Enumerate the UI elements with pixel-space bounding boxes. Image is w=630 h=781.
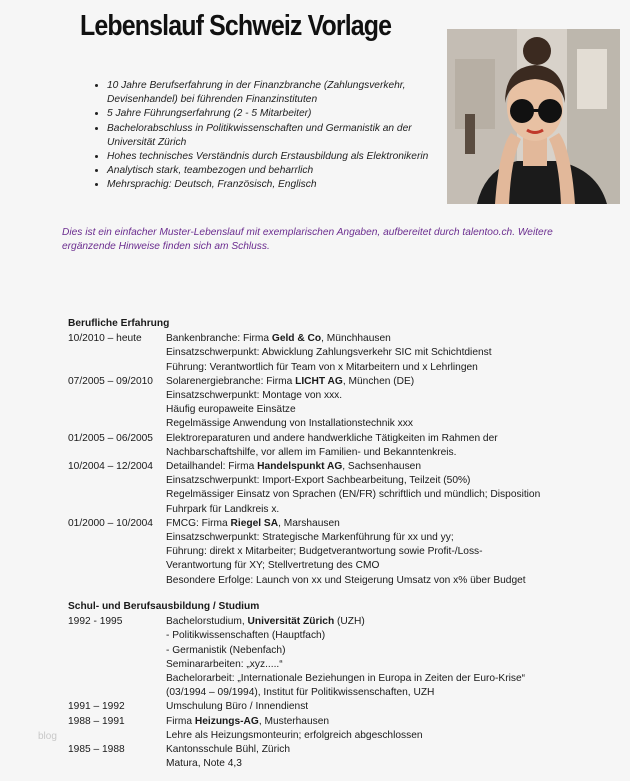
education-detail-line xyxy=(166,757,588,771)
experience-entry xyxy=(68,432,588,460)
education-detail-line xyxy=(166,700,588,714)
education-section xyxy=(68,600,588,771)
experience-period: 01/2000 – 10/2004 xyxy=(68,517,153,529)
detail-text: , Marshausen xyxy=(278,517,340,529)
detail-text: Führung: direkt x Mitarbeiter; Budgetverantwortung sowie Profit-/Loss- xyxy=(166,546,483,558)
experience-detail-line xyxy=(166,332,588,346)
highlight-item: • Mehrsprachig: Deutsch, Französisch, Englisch xyxy=(107,178,457,192)
detail-text: Lehre als Heizungsmonteurin; erfolgreich abgeschlossen xyxy=(166,729,423,741)
detail-text: Bachelorstudium, xyxy=(166,616,248,628)
education-detail-line xyxy=(166,672,588,686)
detail-text: , München (DE) xyxy=(342,375,415,387)
experience-detail-line xyxy=(166,361,588,375)
education-detail-line xyxy=(166,715,588,729)
experience-details xyxy=(166,375,588,432)
experience-detail-line xyxy=(166,517,588,531)
experience-detail-line xyxy=(166,403,588,417)
detail-text: Seminararbeiten: „xyz.....“ xyxy=(166,658,283,670)
intro-note: Dies ist ein einfacher Muster-Lebenslauf mit exemplarischen Angaben, aufbereitet durch talentoo.ch. Weitere ergänzende Hinweise finden sich am Schluss. xyxy=(62,227,553,253)
experience-detail-line xyxy=(166,417,588,431)
experience-detail-line xyxy=(166,488,588,502)
detail-text: (UZH) xyxy=(334,616,365,628)
detail-text: FMCG: Firma xyxy=(166,517,231,529)
education-detail-line xyxy=(166,743,588,757)
bold-text: Handelspunkt AG xyxy=(257,461,343,473)
education-entries xyxy=(68,615,588,771)
bold-text: Geld & Co xyxy=(271,333,322,345)
education-detail-line xyxy=(166,629,588,643)
experience-details xyxy=(166,460,588,517)
experience-detail-line xyxy=(166,574,588,588)
experience-details xyxy=(166,432,588,460)
bold-text: Universität Zürich xyxy=(247,616,335,628)
detail-text: , Musterhausen xyxy=(258,715,330,727)
experience-entry xyxy=(68,332,588,375)
education-period: 1992 - 1995 xyxy=(68,616,123,628)
experience-period: 10/2004 – 12/2004 xyxy=(68,461,153,473)
education-detail-line xyxy=(166,686,588,700)
education-title: Schul- und Berufsausbildung / Studium xyxy=(68,601,260,612)
education-details xyxy=(166,615,588,700)
detail-text: Fuhrpark für Landkreis x. xyxy=(166,503,280,515)
detail-text: Umschulung Büro / Innendienst xyxy=(166,701,309,713)
experience-detail-line xyxy=(166,503,588,517)
education-period: 1991 – 1992 xyxy=(68,701,125,713)
education-details xyxy=(166,743,588,771)
education-period: 1988 – 1991 xyxy=(68,715,125,727)
detail-text: , Sachsenhausen xyxy=(342,461,421,473)
detail-text: Detailhandel: Firma xyxy=(166,461,258,473)
experience-period: 01/2005 – 06/2005 xyxy=(68,432,153,444)
detail-text: Regelmässige Anwendung von Installationstechnik xxx xyxy=(166,418,413,430)
experience-details xyxy=(166,332,588,375)
education-detail-line xyxy=(166,644,588,658)
detail-text: Matura, Note 4,3 xyxy=(166,758,242,770)
experience-detail-line xyxy=(166,545,588,559)
detail-text: Besondere Erfolge: Launch von xx und Steigerung Umsatz von x% über Budget xyxy=(166,574,526,586)
experience-detail-line xyxy=(166,474,588,488)
detail-text: Nachbarschaftshilfe, vor allem im Familien- und Bekanntenkreis. xyxy=(166,446,457,458)
highlight-item: • Bachelorabschluss in Politikwissenschaften und Germanistik an der Universität Zürich xyxy=(107,122,457,150)
watermark-text: blog xyxy=(38,731,57,742)
experience-detail-line xyxy=(166,432,588,446)
detail-text: Einsatzschwerpunkt: Abwicklung Zahlungsverkehr SIC mit Schichtdienst xyxy=(166,347,492,359)
experience-entry xyxy=(68,375,588,432)
education-details xyxy=(166,715,588,743)
highlights-list xyxy=(88,79,457,193)
experience-detail-line xyxy=(166,531,588,545)
experience-detail-line xyxy=(166,460,588,474)
experience-detail-line xyxy=(166,346,588,360)
experience-detail-line xyxy=(166,559,588,573)
detail-text: , Münchhausen xyxy=(321,333,391,345)
detail-text: Bachelorarbeit: „Internationale Beziehungen in Europa in Zeiten der Euro-Krise“ xyxy=(166,673,526,685)
page-title: Lebenslauf Schweiz Vorlage xyxy=(80,10,392,42)
highlight-item: • Hohes technisches Verständnis durch Erstausbildung als Elektronikerin xyxy=(107,150,457,164)
education-period: 1985 – 1988 xyxy=(68,744,125,756)
detail-text: Regelmässiger Einsatz von Sprachen (EN/FR) schriftlich und mündlich; Disposition xyxy=(166,489,541,501)
detail-text: Einsatzschwerpunkt: Montage von xxx. xyxy=(166,390,343,402)
education-entry xyxy=(68,715,588,743)
experience-section xyxy=(68,317,588,588)
portrait-illustration xyxy=(447,29,620,204)
education-entry xyxy=(68,615,588,700)
highlight-item: • 10 Jahre Berufserfahrung in der Finanzbranche (Zahlungsverkehr, Devisenhandel) bei führenden Finanzinstituten xyxy=(107,79,457,107)
education-detail-line xyxy=(166,658,588,672)
education-entry xyxy=(68,700,588,714)
education-detail-line xyxy=(166,615,588,629)
detail-text: - Politikwissenschaften (Hauptfach) xyxy=(166,630,326,642)
detail-text: Einsatzschwerpunkt: Strategische Markenführung für xx und yy; xyxy=(166,532,454,544)
education-detail-line xyxy=(166,729,588,743)
detail-text: Kantonsschule Bühl, Zürich xyxy=(166,744,291,756)
bold-text: Riegel SA xyxy=(230,517,279,529)
experience-title: Berufliche Erfahrung xyxy=(68,318,170,329)
education-details xyxy=(166,700,588,714)
detail-text: Führung: Verantwortlich für Team von x Mitarbeitern und x Lehrlingen xyxy=(166,361,478,373)
detail-text: - Germanistik (Nebenfach) xyxy=(166,644,286,656)
experience-detail-line xyxy=(166,446,588,460)
experience-details xyxy=(166,517,588,588)
detail-text: Solarenergiebranche: Firma xyxy=(166,375,296,387)
experience-detail-line xyxy=(166,389,588,403)
detail-text: Häufig europaweite Einsätze xyxy=(166,404,296,416)
highlight-item: • Analytisch stark, teambezogen und beharrlich xyxy=(107,164,457,178)
detail-text: Firma xyxy=(166,715,195,727)
bold-text: LICHT AG xyxy=(295,375,343,387)
detail-text: Einsatzschwerpunkt: Import-Export Sachbearbeitung, Teilzeit (50%) xyxy=(166,475,471,487)
bold-text: Heizungs-AG xyxy=(194,715,259,727)
detail-text: Elektroreparaturen und andere handwerkliche Tätigkeiten im Rahmen der xyxy=(166,432,498,444)
experience-period: 07/2005 – 09/2010 xyxy=(68,375,153,387)
experience-entries xyxy=(68,332,588,588)
highlight-item: • 5 Jahre Führungserfahrung (2 - 5 Mitarbeiter) xyxy=(107,107,457,121)
detail-text: (03/1994 – 09/1994), Institut für Politikwissenschaften, UZH xyxy=(166,687,435,699)
experience-entry xyxy=(68,460,588,517)
detail-text: Verantwortung für XY; Stellvertretung des CMO xyxy=(166,560,380,572)
experience-entry xyxy=(68,517,588,588)
education-entry xyxy=(68,743,588,771)
profile-photo xyxy=(447,29,620,204)
detail-text: Bankenbranche: Firma xyxy=(166,333,272,345)
experience-period: 10/2010 – heute xyxy=(68,333,142,345)
experience-detail-line xyxy=(166,375,588,389)
